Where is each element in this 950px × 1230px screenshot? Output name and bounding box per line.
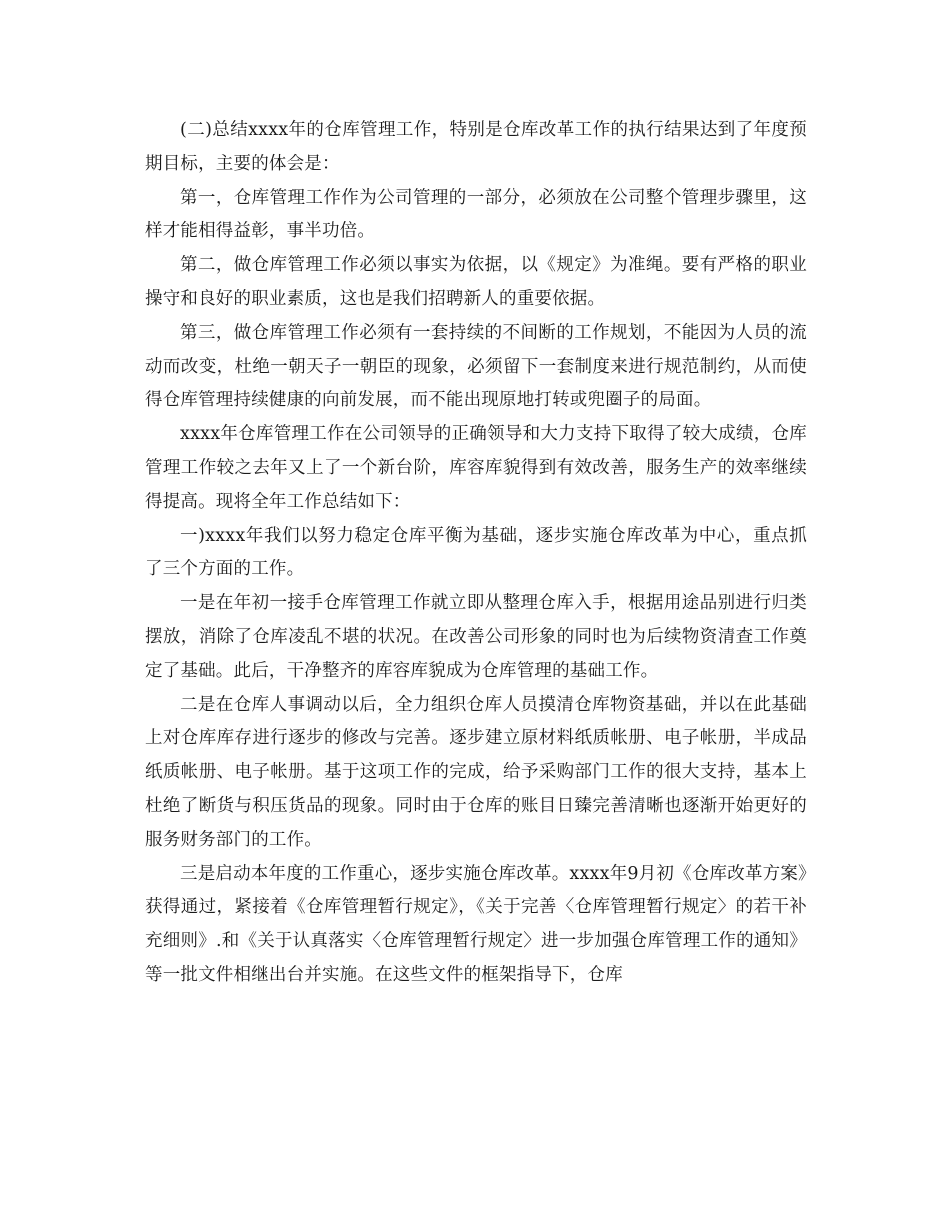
paragraph-section-one: 一)xxxx年我们以努力稳定仓库平衡为基础，逐步实施仓库改革为中心，重点抓了三个方面的工作。 xyxy=(145,525,807,580)
paragraph-task-one: 一是在年初一接手仓库管理工作就立即从整理仓库入手，根据用途品别进行归类摆放，消除了仓库凌乱不堪的状况。在改善公司形象的同时也为后续物资清查工作奠定了基础。此后，干净整齐的库容库貌成为仓库管理的基础工作。 xyxy=(145,593,807,681)
paragraph-point-one: 第一，仓库管理工作作为公司管理的一部分，必须放在公司整个管理步骤里，这样才能相得益彰，事半功倍。 xyxy=(145,187,807,242)
paragraph-summary-intro: (二)总结xxxx年的仓库管理工作，特别是仓库改革工作的执行结果达到了年度预期目标，主要的体会是： xyxy=(145,120,807,174)
document-body xyxy=(145,114,807,993)
paragraph-point-two: 第二，做仓库管理工作必须以事实为依据，以《规定》为准绳。要有严格的职业操守和良好的职业素质，这也是我们招聘新人的重要依据。 xyxy=(145,255,807,309)
paragraph-task-two: 二是在仓库人事调动以后，全力组织仓库人员摸清仓库物资基础，并以在此基础上对仓库库存进行逐步的修改与完善。逐步建立原材料纸质帐册、电子帐册，半成品纸质帐册、电子帐册。基于这项工作的完成，给予采购部门工作的很大支持，基本上杜绝了断货与积压货品的现象。同时由于仓库的账目日臻完善清晰也逐渐开始更好的服务财务部门的工作。 xyxy=(145,694,807,850)
paragraph-task-three: 三是启动本年度的工作重心，逐步实施仓库改革。xxxx年9月初《仓库改革方案》获得通过，紧接着《仓库管理暂行规定》，《关于完善〈仓库管理暂行规定〉的若干补充细则》.和《关于认真落实〈仓库管理暂行规定〉进一步加强仓库管理工作的通知》等一批文件相继出台并实施。在这些文件的框架指导下，仓库 xyxy=(145,863,807,985)
paragraph-point-three: 第三，做仓库管理工作必须有一套持续的不间断的工作规划，不能因为人员的流动而改变，杜绝一朝天子一朝臣的现象，必须留下一套制度来进行规范制约，从而使得仓库管理持续健康的向前发展，而不能出现原地打转或兜圈子的局面。 xyxy=(145,322,807,411)
paragraph-annual-overview: xxxx年仓库管理工作在公司领导的正确领导和大力支持下取得了较大成绩，仓库管理工作较之去年又上了一个新台阶，库容库貌得到有效改善，服务生产的效率继续得提高。现将全年工作总结如下： xyxy=(145,424,807,512)
